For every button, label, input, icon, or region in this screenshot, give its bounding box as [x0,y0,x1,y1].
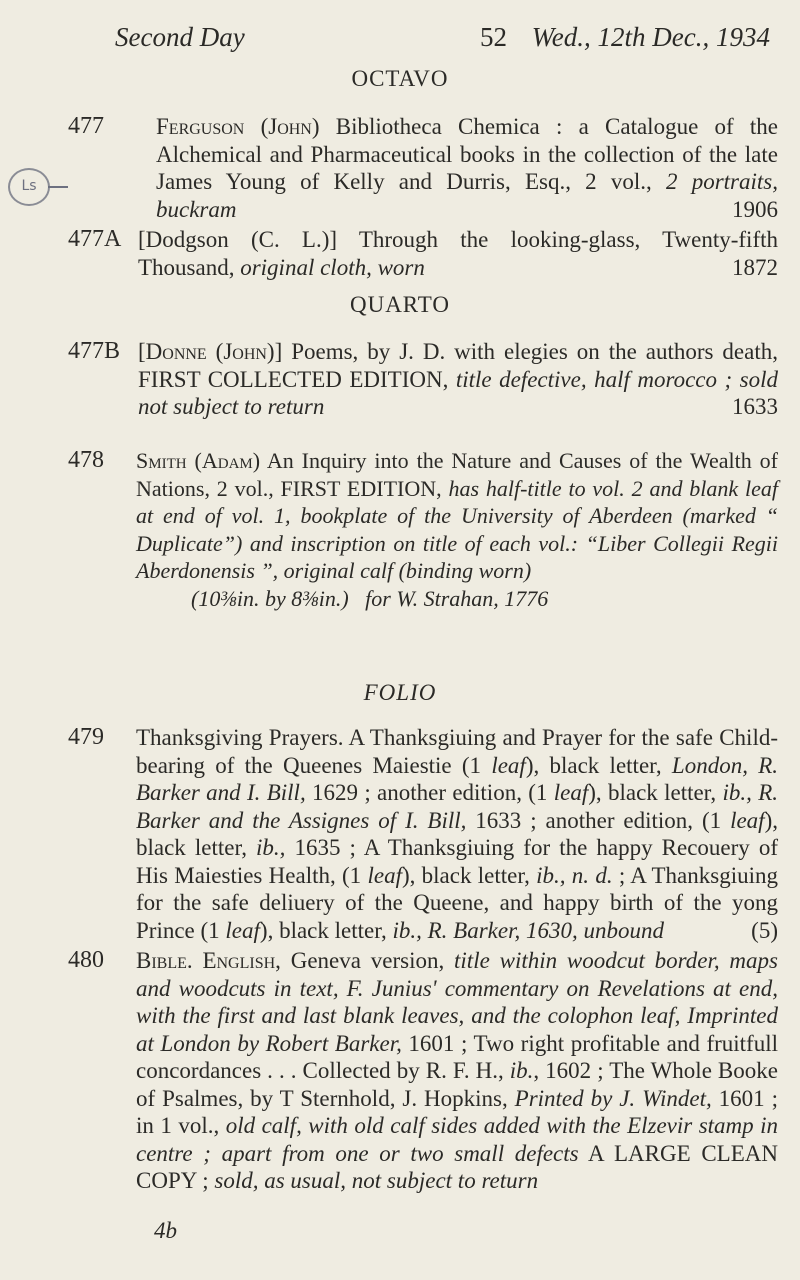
section-heading-quarto: QUARTO [349,292,451,317]
lot-description [136,447,778,612]
lot-description [136,724,778,944]
lot-number: 478 [68,447,104,473]
lot-description [136,947,778,1195]
lot-body: An Inquiry into the Nature and Causes of the Wealth of Nations, 2 vol., FIRST EDITION, has half-title to vol. 2 and blank leaf at end of vol. 1, bookplate of the University of Aberdeen (marked “ Duplicate”) and inscription on title of each vol.: “Liber Collegii Regii Aberdonensis ”, original calf (binding worn) (10⅜in. by 8⅜in.) for W. Strahan, 1776 [136,448,779,611]
header-day: Second Day [115,22,245,52]
lot-body: Thanksgiving Prayers. A Thanksgiuing and Prayer for the safe Child-bearing of the Queenes Maiestie (1 leaf), black letter, London, R. Barker and I. Bill, 1629 ; another edition, (1 leaf), black letter, ib., R. Barker and the Assignes of I. Bill, 1633 ; another edition, (1 leaf), black letter, ib., 1635 ; A Thanksgiuing for the happy Recouery of His Maiesties Health, (1 leaf), black letter, ib., n. d. ; A Thanksgiuing for the safe deliuery of the Queene, and happy birth of the yong Prince (1 leaf), black letter, ib., R. Barker, 1630, unbound (5) [136,725,779,943]
lot-number: 477 [68,113,104,139]
lot-body: Poems, by J. D. with elegies on the authors death, FIRST COLLECTED EDITION, title defective, half morocco ; sold not subject to return 1633 [138,339,778,419]
stamp-dash [48,186,68,188]
lot-body: Geneva version, title within woodcut border, maps and woodcuts in text, F. Junius' commentary on Revelations at end, with the first and last blank leaves, and the colophon leaf, Imprinted at London by Robert Barker, 1601 ; Two right profitable and fruitfull concordances . . . Collected by R. F. H., ib., 1602 ; The Whole Booke of Psalmes, by T Sternhold, J. Hopkins, Printed by J. Windet, 1601 ; in 1 vol., old calf, with old calf sides added with the Elzevir stamp in centre ; apart from one or two small defects A LARGE CLEAN COPY ; sold, as usual, not subject to return [136,948,779,1193]
lot-author: Ferguson (John) [156,114,320,139]
lot-description [156,113,778,223]
section-heading-octavo: OCTAVO [351,66,449,91]
lot-body: Bibliotheca Chemica : a Catalogue of the Alchemical and Pharmaceutical books in the collection of the late James Young of Kelly and Durris, Esq., 2 vol., 2 portraits, buckram 1906 [156,114,778,222]
lot-number: 480 [68,947,104,973]
lot-author: Bible. English, [136,948,281,973]
header-date: Wed., 12th Dec., 1934 [531,22,770,52]
lot-author: [Donne (John)] [138,339,283,364]
lot-description [138,226,778,281]
lot-author: Smith (Adam) [136,448,261,473]
page-number: 52 [480,22,507,52]
section-heading-folio: FOLIO [363,680,437,705]
ownership-stamp-icon: Ls [8,168,50,206]
lot-number: 477B [68,338,121,364]
lot-description [138,338,778,421]
lot-body: Through the looking-glass, Twenty-fifth Thousand, original cloth, worn 1872 [138,227,778,280]
lot-number: 479 [68,724,104,750]
lot-number: 477A [68,226,122,252]
signature-mark: 4b [154,1218,177,1243]
lot-author: [Dodgson (C. L.)] [138,227,338,252]
running-header [115,22,770,56]
